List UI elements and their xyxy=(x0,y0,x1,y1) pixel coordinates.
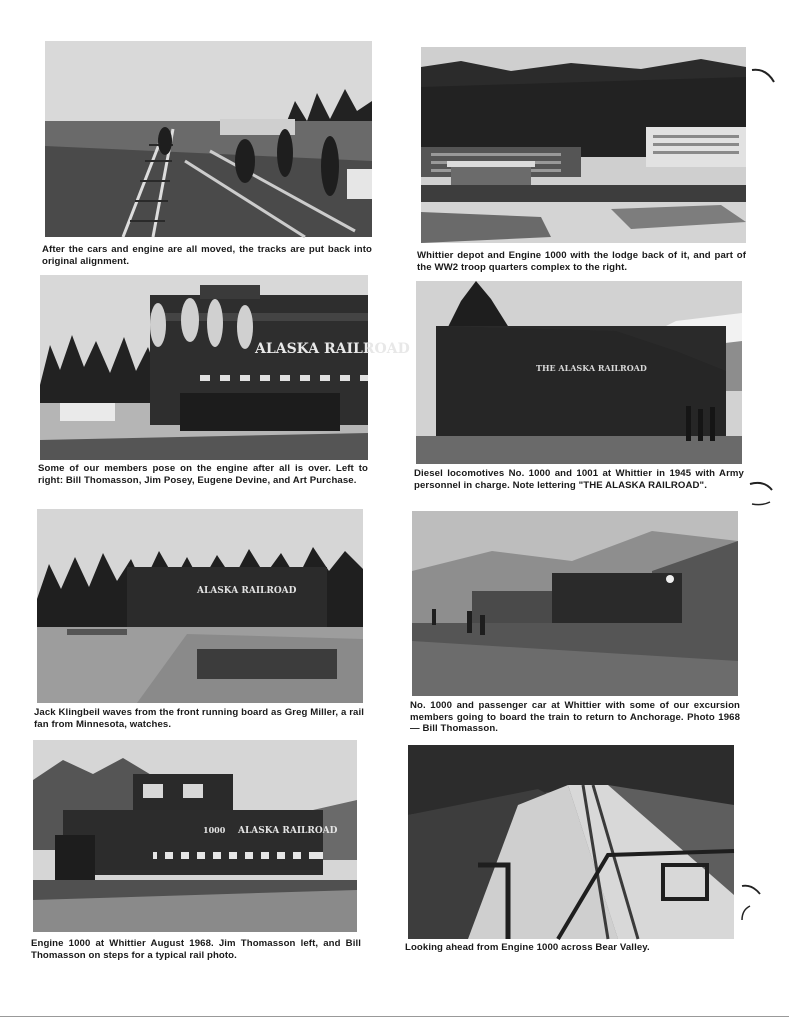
photo-caption: After the cars and engine are all moved, the tracks are put back into original alignment. xyxy=(42,244,372,267)
binder-mark xyxy=(746,474,776,510)
photo-caption: Some of our members pose on the engine after all is over. Left to right: Bill Thomasson, Jim Posey, Eugene Devine, and Art Purchase. xyxy=(38,463,368,486)
binder-mark xyxy=(748,64,778,88)
photo-caption: No. 1000 and passenger car at Whittier with some of our excursion members going to board the train to return to Anchorage. Photo 1968 — Bill Thomasson. xyxy=(410,700,740,734)
photo-passenger-car xyxy=(412,511,738,696)
photo-members-on-engine xyxy=(40,275,410,460)
svg-text:ALASKA RAILROAD: ALASKA RAILROAD xyxy=(255,341,410,357)
photo-caption: Diesel locomotives No. 1000 and 1001 at Whittier in 1945 with Army personnel in charge. Note lettering "THE ALASKA RAILROAD". xyxy=(414,468,744,491)
photo-running-board xyxy=(37,509,363,703)
svg-text:ALASKA RAILROAD: ALASKA RAILROAD xyxy=(197,586,297,596)
photo-track-realignment xyxy=(45,41,372,237)
svg-text:THE ALASKA RAILROAD: THE ALASKA RAILROAD xyxy=(536,363,647,373)
svg-text:1000: 1000 xyxy=(203,825,226,835)
photo-caption: Engine 1000 at Whittier August 1968. Jim Thomasson left, and Bill Thomasson on steps for a typical rail photo. xyxy=(31,938,361,961)
photo-engine-1000-1968 xyxy=(33,740,357,932)
photo-diesels-1945 xyxy=(416,281,742,464)
svg-text:ALASKA RAILROAD: ALASKA RAILROAD xyxy=(238,826,338,836)
photo-bear-valley xyxy=(408,745,734,939)
binder-mark xyxy=(736,880,766,924)
page-bottom-edge xyxy=(0,1016,789,1017)
photo-caption: Looking ahead from Engine 1000 across Bear Valley. xyxy=(405,942,650,953)
photo-whittier-depot xyxy=(421,47,746,243)
photo-caption: Whittier depot and Engine 1000 with the lodge back of it, and part of the WW2 troop quarters complex to the right. xyxy=(417,250,746,273)
photo-caption: Jack Klingbeil waves from the front running board as Greg Miller, a rail fan from Minnesota, watches. xyxy=(34,707,364,730)
